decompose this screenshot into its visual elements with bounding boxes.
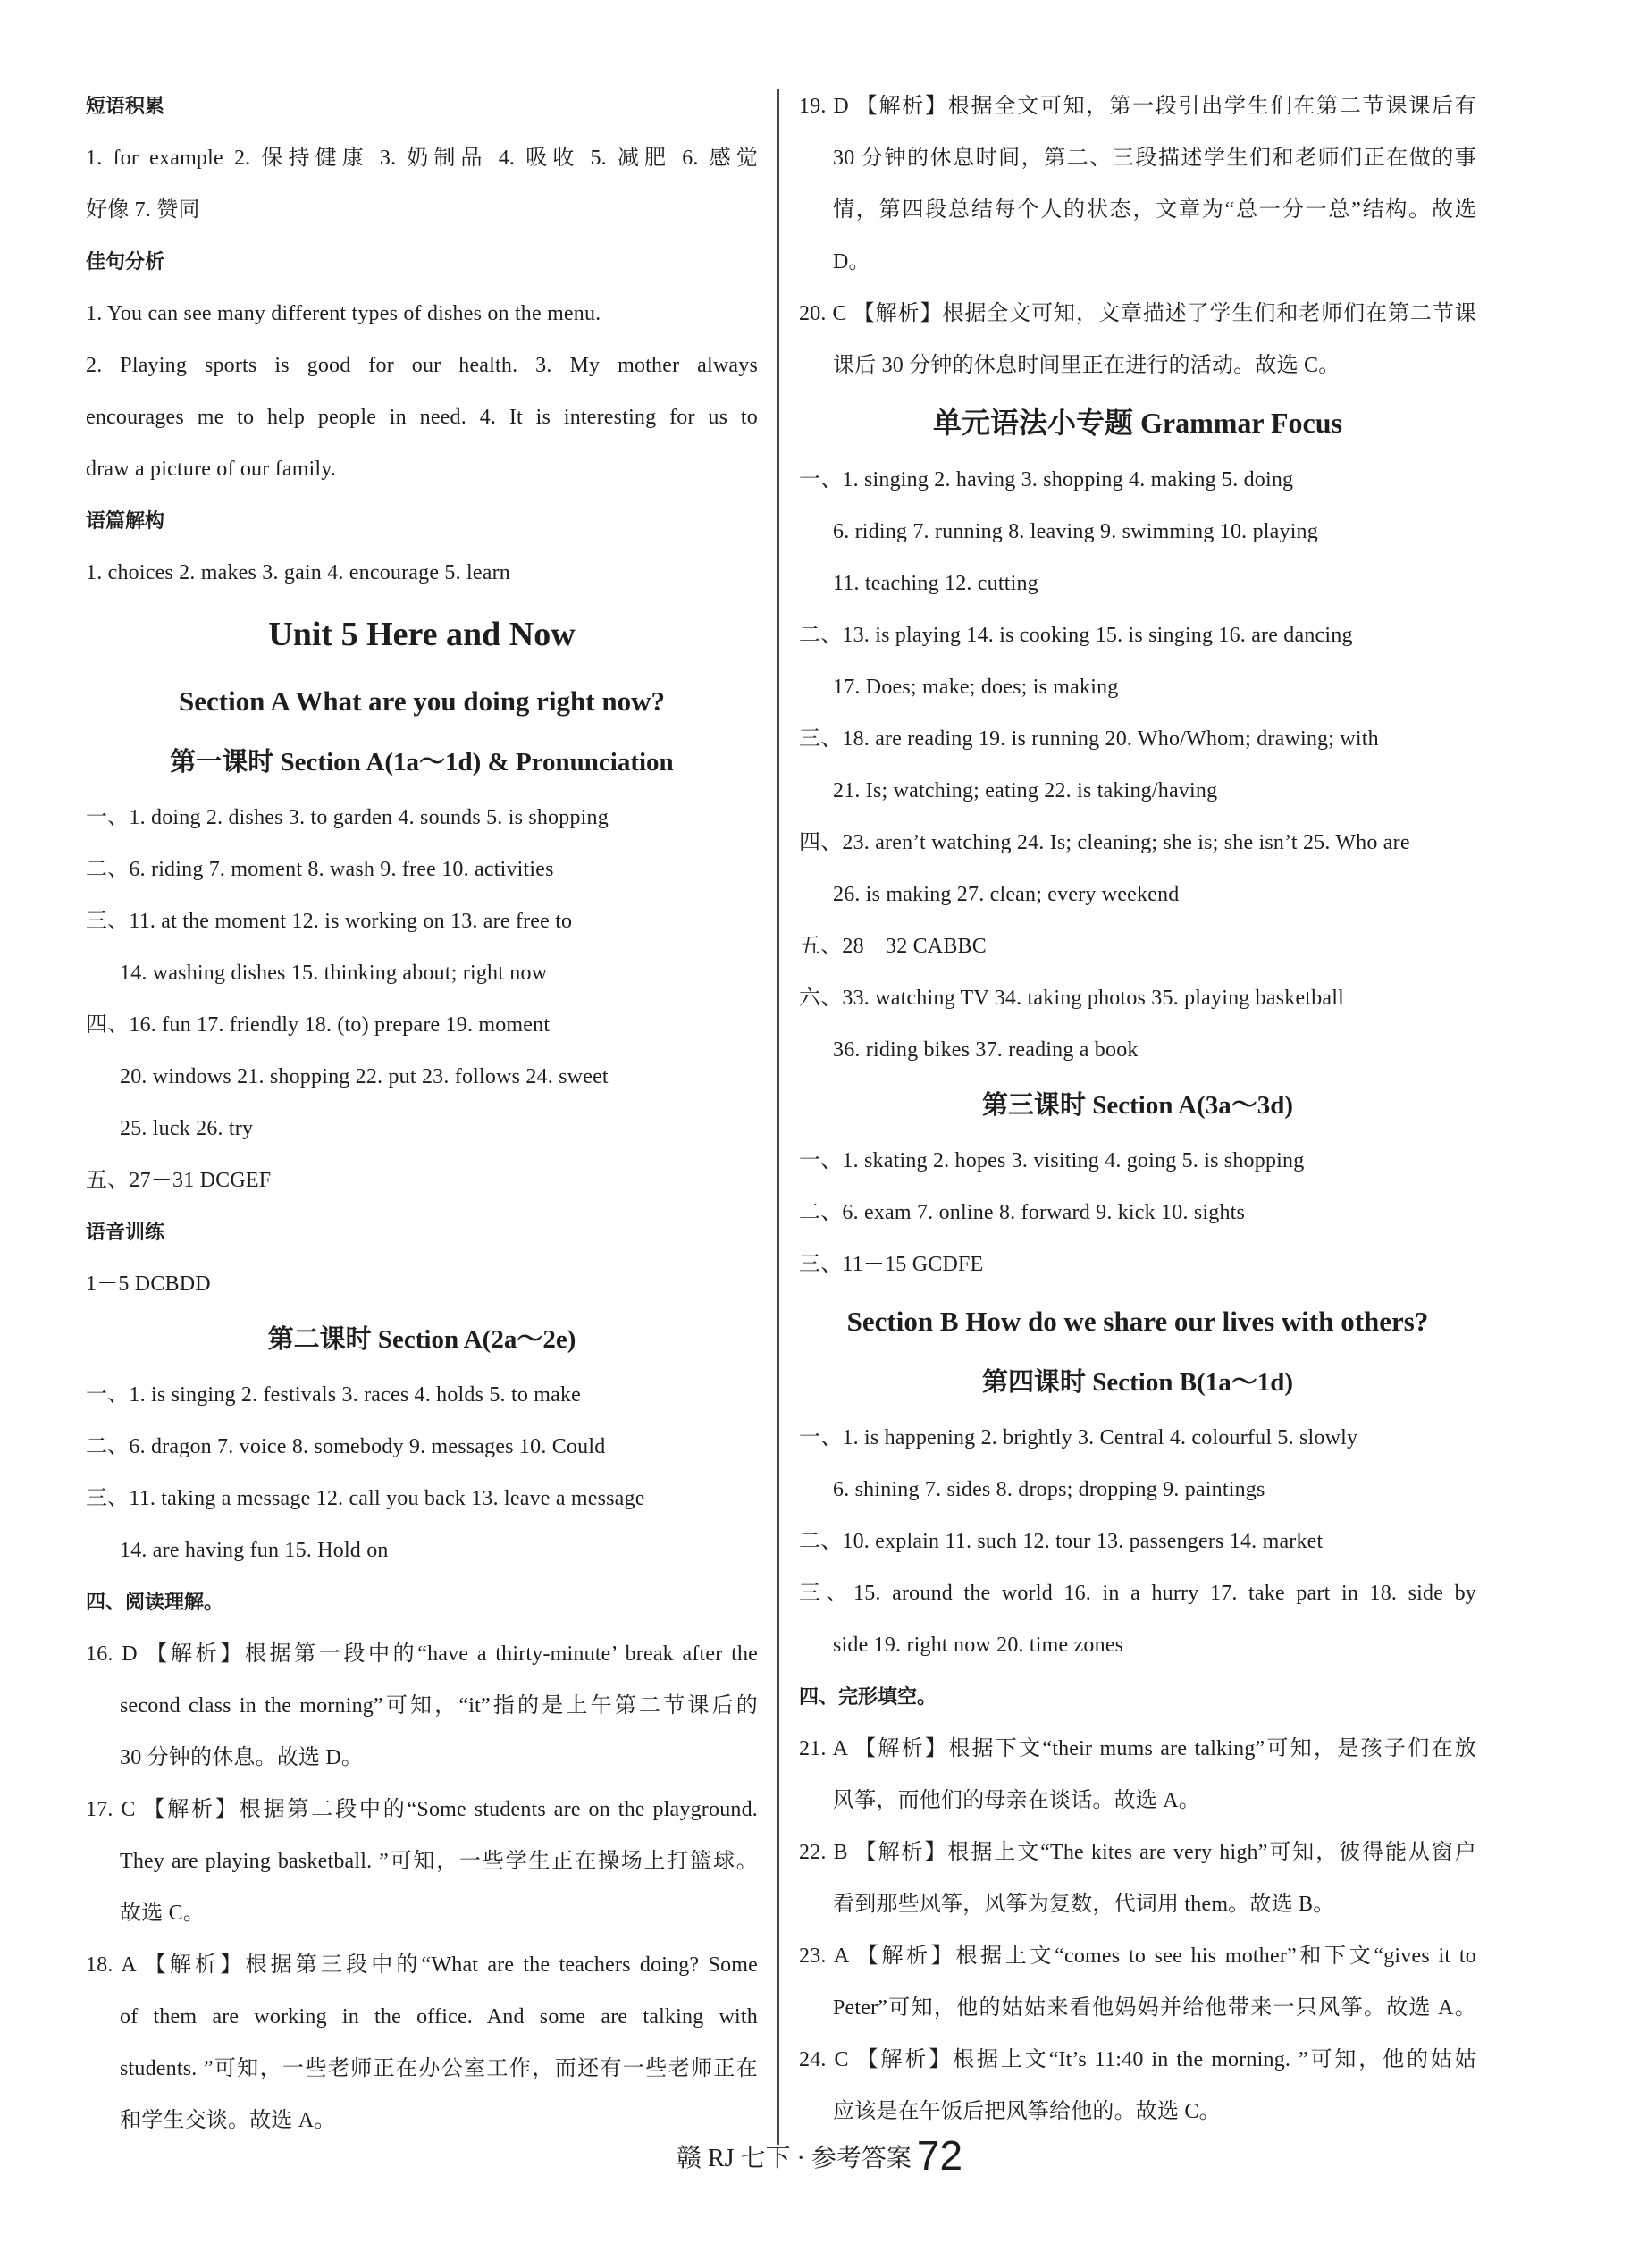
answer-line: 四、16. fun 17. friendly 18. (to) prepare 19. moment — [86, 1013, 551, 1037]
explanation-line: second class in the morning”可知，“it”指的是上午第二节课后的 — [120, 1694, 758, 1718]
answer-line: 21. Is; watching; eating 22. is taking/having — [833, 779, 1218, 802]
sentence-heading: 佳句分析 — [86, 250, 165, 273]
lesson4-title: 第四课时 Section B(1a～1d) — [981, 1368, 1293, 1397]
answer-line: 二、13. is playing 14. is cooking 15. is singing 16. are dancing — [799, 624, 1353, 647]
answer-line: 20. windows 21. shopping 22. put 23. follows 24. sweet — [120, 1065, 609, 1088]
answer-line: 三、11－15 GCDFE — [799, 1253, 984, 1276]
explanation-line: 30 分钟的休息时间，第二、三段描述学生们和老师们正在做的事 — [833, 147, 1476, 170]
answer-line: 一、1. doing 2. dishes 3. to garden 4. sounds 5. is shopping — [86, 806, 609, 829]
page-number: 72 — [916, 2132, 963, 2179]
right-column — [799, 80, 1476, 2138]
text-line: 1. choices 2. makes 3. gain 4. encourage 5. learn — [86, 561, 510, 584]
section-a-title: Section A What are you doing right now? — [178, 685, 665, 717]
text-line: 1. You can see many different types of dishes on the menu. — [86, 302, 601, 325]
answer-line: 五、27－31 DCGEF — [86, 1169, 272, 1192]
cloze-heading: 四、完形填空。 — [799, 1685, 937, 1708]
answer-line: 四、23. aren’t watching 24. Is; cleaning; she is; she isn’t 25. Who are — [799, 831, 1410, 854]
answer-line: 14. washing dishes 15. thinking about; right now — [120, 962, 548, 985]
answer-line: 五、28－32 CABBC — [799, 935, 987, 958]
explanation-line: 风筝，而他们的母亲在谈话。故选 A。 — [833, 1789, 1200, 1812]
answer-line: 14. are having fun 15. Hold on — [120, 1539, 389, 1562]
unit-title: Unit 5 Here and Now — [268, 616, 576, 653]
explanation-line: They are playing basketball. ”可知，一些学生正在操场上打篮球。 — [120, 1850, 758, 1873]
explanation-line: 课后 30 分钟的休息时间里正在进行的活动。故选 C。 — [833, 354, 1341, 377]
answer-line: 二、6. riding 7. moment 8. wash 9. free 10. activities — [86, 858, 554, 881]
section-b-title: Section B How do we share our lives with others? — [846, 1306, 1429, 1337]
answer-line: 三、11. taking a message 12. call you back 13. leave a message — [86, 1487, 645, 1510]
lesson1-title: 第一课时 Section A(1a～1d) & Pronunciation — [170, 748, 674, 777]
answer-line: 三、11. at the moment 12. is working on 13. are free to — [86, 910, 573, 933]
explanation-line: 和学生交谈。故选 A。 — [120, 2109, 336, 2132]
answer-line: 36. riding bikes 37. reading a book — [833, 1038, 1139, 1062]
answer-line: 25. luck 26. try — [120, 1117, 254, 1140]
explanation-line: Peter”可知，他的姑姑来看他妈妈并给他带来一只风筝。故选 A。 — [833, 1996, 1476, 2020]
explanation-line: of them are working in the office. And some are talking with — [120, 2005, 758, 2029]
explanation-line: 23. A 【解析】根据上文“comes to see his mother”和下文“gives it to — [799, 1945, 1476, 1968]
answer-line: 三、18. are reading 19. is running 20. Who/Whom; drawing; with — [799, 727, 1379, 751]
answer-line: 六、33. watching TV 34. taking photos 35. playing basketball — [799, 987, 1344, 1010]
explanation-line: 18. A 【解析】根据第三段中的“What are the teachers doing? Some — [86, 1953, 758, 1977]
text-line: 好像 7. 赞同 — [86, 198, 200, 222]
explanation-line: 故选 C。 — [120, 1902, 206, 1925]
explanation-line: 情，第四段总结每个人的状态，文章为“总一分一总”结构。故选 — [833, 198, 1476, 222]
text-line: 1. for example 2. 保持健康 3. 奶制品 4. 吸收 5. 减肥 6. 感觉 — [86, 147, 758, 170]
answer-line: 17. Does; make; does; is making — [833, 676, 1119, 699]
explanation-line: 21. A 【解析】根据下文“their mums are talking”可知，是孩子们在放 — [799, 1737, 1476, 1760]
answer-line: side 19. right now 20. time zones — [833, 1634, 1124, 1657]
text-line: 2. Playing sports is good for our health. 3. My mother always — [86, 354, 758, 377]
footer-text: 赣 RJ 七下 · 参考答案 — [676, 2145, 912, 2172]
explanation-line: 30 分钟的休息。故选 D。 — [120, 1746, 364, 1769]
answer-line: 二、10. explain 11. such 12. tour 13. passengers 14. market — [799, 1530, 1324, 1553]
lesson3-title: 第三课时 Section A(3a～3d) — [981, 1091, 1293, 1120]
answer-line: 6. riding 7. running 8. leaving 9. swimming 10. playing — [833, 520, 1318, 543]
text-line: draw a picture of our family. — [86, 458, 337, 481]
answer-line: 一、1. skating 2. hopes 3. visiting 4. going 5. is shopping — [799, 1149, 1305, 1172]
answer-line: 二、6. dragon 7. voice 8. somebody 9. messages 10. Could — [86, 1435, 606, 1458]
explanation-line: 17. C 【解析】根据第二段中的“Some students are on the playground. — [86, 1798, 758, 1821]
page-footer — [0, 2129, 1639, 2182]
grammar-focus-title: 单元语法小专题 Grammar Focus — [932, 407, 1343, 439]
explanation-line: 应该是在午饭后把风筝给他的。故选 C。 — [833, 2100, 1221, 2123]
structure-heading: 语篇解构 — [86, 509, 165, 532]
explanation-line: 19. D 【解析】根据全文可知，第一段引出学生们在第二节课课后有 — [799, 95, 1476, 118]
answer-line: 6. shining 7. sides 8. drops; dropping 9. paintings — [833, 1478, 1265, 1501]
column-divider — [777, 89, 779, 2145]
answer-line: 一、1. is singing 2. festivals 3. races 4. holds 5. to make — [86, 1383, 582, 1407]
answer-line: 26. is making 27. clean; every weekend — [833, 883, 1180, 906]
answer-line: 三、15. around the world 16. in a hurry 17. take part in 18. side by — [799, 1582, 1476, 1605]
explanation-line: D。 — [833, 250, 870, 273]
answer-line: 一、1. singing 2. having 3. shopping 4. making 5. doing — [799, 468, 1294, 491]
explanation-line: 看到那些风筝，风筝为复数，代词用 them。故选 B。 — [833, 1893, 1335, 1916]
explanation-line: 16. D 【解析】根据第一段中的“have a thirty-minute’ break after the — [86, 1642, 758, 1666]
answer-line: 1－5 DCBDD — [86, 1273, 211, 1296]
answer-line: 二、6. exam 7. online 8. forward 9. kick 10. sights — [799, 1201, 1246, 1224]
explanation-line: 24. C 【解析】根据上文“It’s 11:40 in the morning. ”可知，他的姑姑 — [799, 2048, 1476, 2071]
answer-line: 一、1. is happening 2. brightly 3. Central 4. colourful 5. slowly — [799, 1426, 1358, 1449]
text-line: encourages me to help people in need. 4. It is interesting for us to — [86, 406, 758, 429]
reading-heading: 四、阅读理解。 — [86, 1591, 224, 1613]
answer-line: 11. teaching 12. cutting — [833, 572, 1038, 595]
phonics-heading: 语音训练 — [86, 1221, 165, 1243]
explanation-line: students. ”可知，一些老师正在办公室工作，而还有一些老师正在 — [120, 2057, 758, 2080]
explanation-line: 20. C 【解析】根据全文可知，文章描述了学生们和老师们在第二节课 — [799, 302, 1476, 325]
phrase-heading: 短语积累 — [86, 95, 165, 117]
explanation-line: 22. B 【解析】根据上文“The kites are very high”可知，彼得能从窗户 — [799, 1841, 1476, 1864]
left-column — [86, 80, 758, 2146]
lesson2-title: 第二课时 Section A(2a～2e) — [267, 1325, 576, 1354]
